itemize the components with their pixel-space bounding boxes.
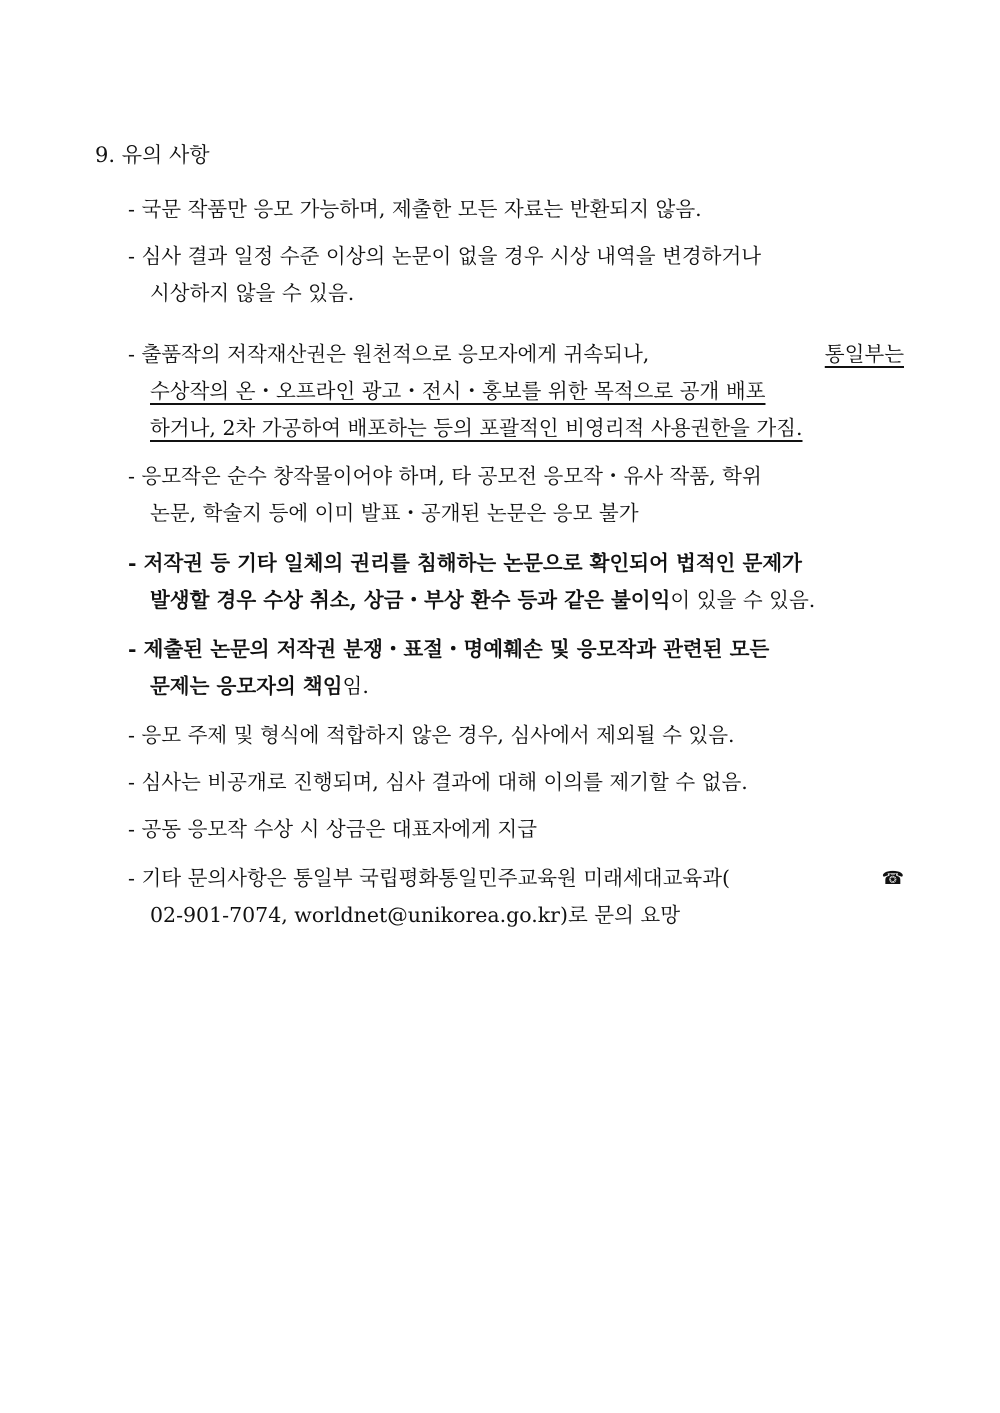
notice-text-underlined: 통일부는 <box>824 342 904 366</box>
notice-item-8 <box>128 764 904 801</box>
notice-item-7 <box>128 717 904 754</box>
section-title: 9. 유의 사항 <box>95 143 210 167</box>
notice-line: 논문, 학술지 등에 이미 발표・공개된 논문은 응모 불가 <box>150 501 639 525</box>
notice-line: - 공동 응모작 수상 시 상금은 대표자에게 지급 <box>128 817 537 841</box>
notice-line <box>128 410 904 447</box>
notice-line <box>128 668 904 705</box>
notice-text-underlined: 수상작의 온・오프라인 광고・전시・홍보를 위한 목적으로 공개 배포 <box>150 379 766 403</box>
notice-item-9 <box>128 811 904 848</box>
notice-line: - 제출된 논문의 저작권 분쟁・표절・명예훼손 및 응모작과 관련된 모든 <box>128 637 770 661</box>
notice-line <box>128 336 904 373</box>
notice-text-underlined: 하거나, 2차 가공하여 배포하는 등의 포괄적인 비영리적 사용권한을 가짐. <box>150 416 803 440</box>
phone-icon: ☎ <box>881 868 904 889</box>
notice-text: - 기타 문의사항은 통일부 국립평화통일민주교육원 미래세대교육과( <box>128 866 730 890</box>
notice-line <box>128 373 904 410</box>
notice-line <box>128 582 904 619</box>
notice-item-4 <box>128 458 904 532</box>
notice-line: - 응모작은 순수 창작물이어야 하며, 타 공모전 응모작・유사 작품, 학위 <box>128 464 762 488</box>
notice-line: - 저작권 등 기타 일체의 권리를 침해하는 논문으로 확인되어 법적인 문제가 <box>128 551 802 575</box>
notice-text: - 출품작의 저작재산권은 원천적으로 응모자에게 귀속되나, <box>128 342 650 366</box>
notice-line: - 국문 작품만 응모 가능하며, 제출한 모든 자료는 반환되지 않음. <box>128 197 702 221</box>
notice-item-10 <box>128 860 904 934</box>
notice-text-bold: 발생할 경우 수상 취소, 상금・부상 환수 등과 같은 불이익 <box>150 588 671 612</box>
notice-line: - 심사는 비공개로 진행되며, 심사 결과에 대해 이의를 제기할 수 없음. <box>128 770 748 794</box>
notice-text: 임. <box>342 674 369 698</box>
notice-item-2 <box>128 238 904 312</box>
notice-line: 02-901-7074, worldnet@unikorea.go.kr)로 문의 요망 <box>150 903 680 927</box>
notice-line: - 심사 결과 일정 수준 이상의 논문이 없을 경우 시상 내역을 변경하거나 <box>128 244 762 268</box>
notice-text: 이 있을 수 있음. <box>670 588 816 612</box>
notice-line: 시상하지 않을 수 있음. <box>150 281 355 305</box>
notice-item-5 <box>128 545 904 619</box>
notice-text-bold: 문제는 응모자의 책임 <box>150 674 343 698</box>
notice-line <box>128 860 904 897</box>
notice-item-1 <box>128 191 904 228</box>
notice-item-3 <box>128 336 904 447</box>
notice-line: - 응모 주제 및 형식에 적합하지 않은 경우, 심사에서 제외될 수 있음. <box>128 723 735 747</box>
notice-item-6 <box>128 631 904 705</box>
